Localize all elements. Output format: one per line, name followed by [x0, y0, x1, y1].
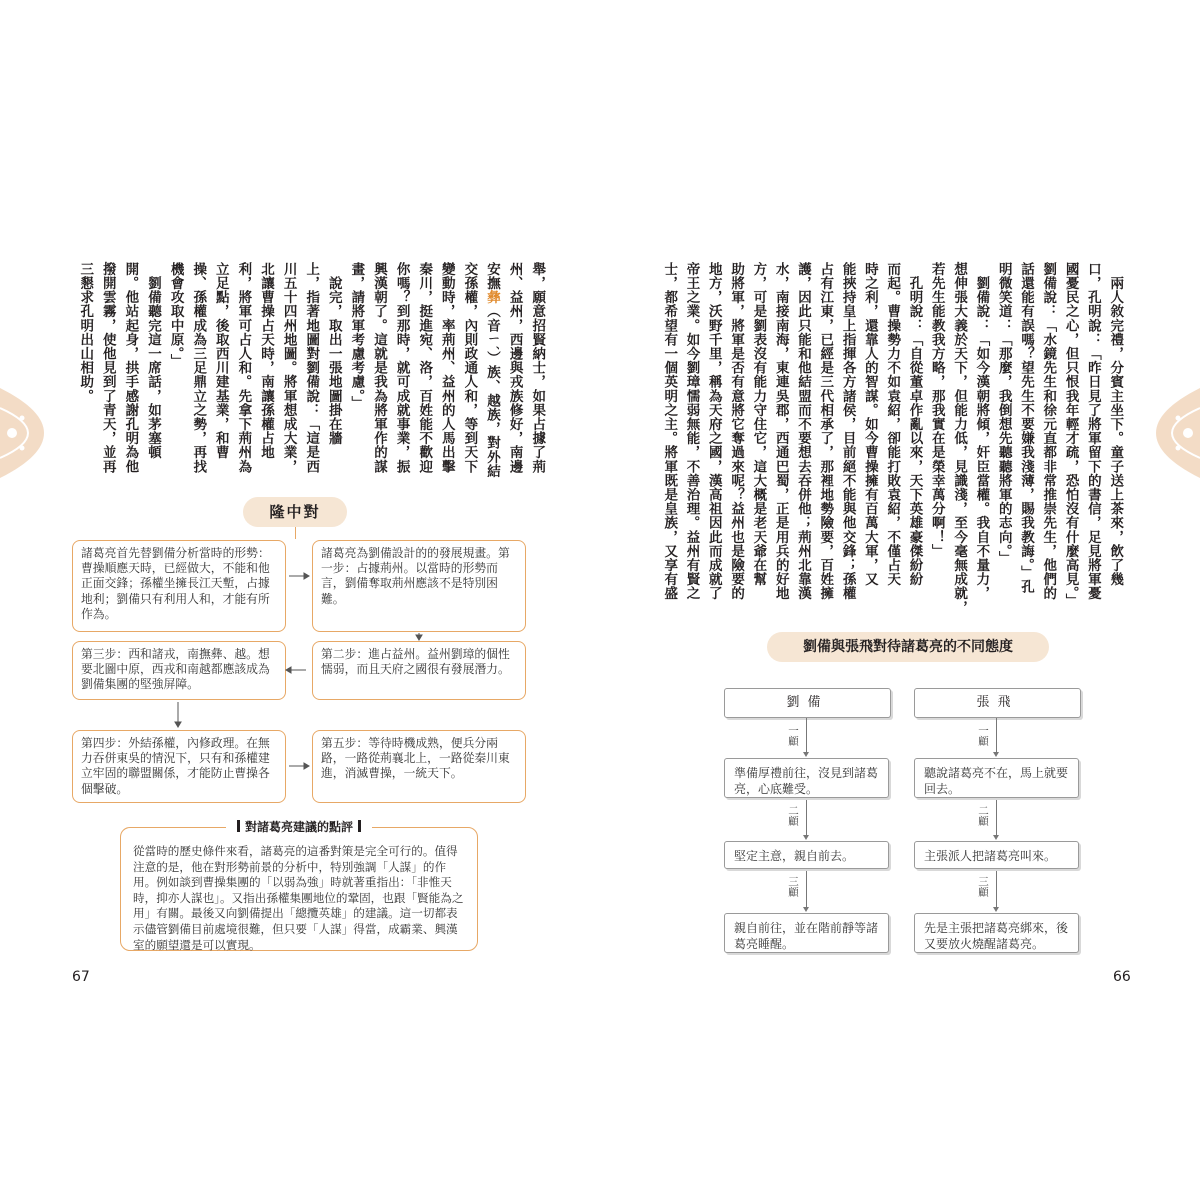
left-text-column: 安撫彝（音ㄧˊ）族、越族，對外結 — [484, 262, 500, 479]
left-text-column: 秦川，挺進宛、洛，百姓能不歡迎 — [416, 262, 433, 474]
left-text-column: 操、孫權成為三足鼎立之勢，再找 — [190, 262, 207, 474]
plan-step1-box: 諸葛亮為劉備設計的的發展規畫。第一步：占據荊州。以當時的形勢而言，劉備奪取荊州應該不是特別困難。 — [312, 540, 526, 632]
left-ornament-icon — [0, 388, 46, 478]
left-text-column: 三懇求孔明出山相助。 — [77, 262, 94, 403]
left-text-column: 機會攻取中原。」 — [167, 262, 184, 369]
right-page-number: 66 — [1113, 969, 1131, 985]
liu-bei-visit2-box: 堅定主意，親自前去。 — [724, 841, 889, 869]
right-text-column: 若先生能教我方略，那我實在是榮幸萬分啊！」 — [928, 262, 945, 559]
liu-bei-line-2 — [806, 800, 807, 838]
zhang-fei-header: 張飛 — [914, 688, 1081, 718]
liu-bei-visit3-box: 親自前往，並在階前靜等諸葛亮睡醒。 — [724, 913, 889, 953]
left-text-column: 舉，願意招賢納士，如果占據了荊 — [529, 262, 546, 474]
liu-bei-line-1 — [806, 718, 807, 754]
right-ornament-icon — [1154, 388, 1200, 478]
left-text-column: 說完，取出一張地圖掛在牆 — [325, 262, 342, 446]
right-text-column: 孔明說：「自從董卓作亂以來，天下英雄豪傑紛紛 — [906, 262, 923, 587]
liu-bei-header: 劉備 — [724, 688, 891, 718]
zhang-fei-visit3-box: 先是主張把諸葛亮綁來，後又要放火燒醒諸葛亮。 — [914, 913, 1079, 953]
zhang-fei-line-1 — [996, 718, 997, 754]
left-text-column: 交孫權，內則政通人和，等到天下 — [461, 262, 478, 474]
left-text-column: 立足點，後取西川建基業，和曹 — [212, 262, 229, 460]
right-text-column: 護，因此只能和他結盟而不要想去吞併他；荊州北靠漢 — [795, 262, 811, 601]
right-text-column: 水，南接南海，東連吳郡，西通巴蜀，正是用兵的好地 — [772, 262, 789, 601]
zhang-fei-visit1-label: 一顧 — [977, 725, 989, 746]
commentary-text: 從當時的歷史條件來看，諸葛亮的這番對策是完全可行的。值得注意的是，他在對形勢前景的分析中，特別強調「人謀」的作用。例如談到曹操集團的「以弱為強」時就著重指出：「非惟天時，抑亦人謀也」。又指出孫權集團地位的鞏固，也跟「賢能為之用」有關。最後又向劉備提出「總攬英雄」的建議。這一切都表示儘管劉備目前處境很難，但只要「人謀」得當，成霸業、興漢室的願望還是可以實現。 — [133, 844, 464, 952]
right-text-column: 能挾持皇上指揮各方諸侯，目前絕不能與他交鋒；孫權 — [839, 262, 856, 601]
zhang-fei-line-2 — [996, 800, 997, 838]
right-text-column: 士，都希望有一個英明之主。將軍既是皇族，又享有盛 — [661, 262, 678, 601]
right-text-column: 想伸張大義於天下，但能力低，見識淺，至今毫無成就， — [951, 262, 968, 615]
liu-bei-visit2-label: 二顧 — [787, 805, 799, 826]
left-text-column: 劉備聽完這一席話，如茅塞頓 — [145, 262, 161, 460]
left-text-column: 你嗎？到那時，就可成就事業，振 — [393, 262, 410, 474]
step2-box: 第二步：進占益州。益州劉璋的個性懦弱，而且天府之國很有發展潛力。 — [312, 641, 526, 700]
zhang-fei-line-3 — [996, 871, 997, 910]
longzhong-diagram-title: 隆中對 — [243, 497, 347, 527]
right-text-column: 國憂民之心，但只恨我年輕才疏，恐怕沒有什麼高見。」 — [1062, 262, 1079, 608]
right-text-column: 地方，沃野千里，稱為天府之國，漢高祖因此而成就了 — [705, 262, 722, 601]
commentary-title-text: 對諸葛亮建議的點評 — [244, 820, 353, 834]
right-text-column: 劉備說：「如今漢朝將傾，奸臣當權。我自不量力， — [973, 262, 990, 601]
right-text-column: 明微笑道：「那麼，我倒想先聽聽將軍的志向。」 — [995, 262, 1012, 566]
left-text-column: 興漢朝了。這就是我為將軍作的謀 — [371, 262, 387, 474]
zhang-fei-visit1-box: 聽說諸葛亮不在，馬上就要回去。 — [914, 758, 1079, 798]
left-text-column: 上，指著地圖對劉備說：「這是西 — [303, 262, 320, 474]
title-connector-line — [295, 527, 296, 539]
liu-bei-line-3 — [806, 871, 807, 910]
step4-box: 第四步：外結孫權，內修政理。在無力吞併東吳的情況下，只有和孫權建立牢固的聯盟關係，才能防止曹操各個擊破。 — [72, 730, 286, 803]
analysis-box: 諸葛亮首先替劉備分析當時的形勢：曹操順應天時，已經做大，不能和他正面交鋒；孫權坐擁長江天塹，占據地利；劉備只有利用人和，才能有所作為。 — [72, 540, 286, 632]
commentary-box — [120, 827, 478, 951]
right-text-column: 帝王之業。如今劉璋懦弱無能，不善治理。益州有賢之 — [683, 262, 700, 601]
commentary-title — [226, 818, 372, 836]
left-page-number: 67 — [72, 969, 90, 985]
liu-bei-visit1-box: 準備厚禮前往，沒見到諸葛亮，心底難受。 — [724, 758, 889, 798]
left-text-column: 利，將軍可占人和。先拿下荊州為 — [235, 262, 252, 474]
left-text-column: 畫，請將軍考慮考慮。」 — [348, 262, 365, 411]
left-text-column: 州、益州，西邊與戎族修好，南邊 — [506, 262, 523, 474]
attitude-diagram-title: 劉備與張飛對待諸葛亮的不同態度 — [767, 632, 1049, 662]
zhang-fei-visit2-box: 主張派人把諸葛亮叫來。 — [914, 841, 1079, 869]
step3-box: 第三步：西和諸戎，南撫彝、越。想要北圖中原，西戎和南越都應該成為劉備集團的堅強屏障。 — [72, 641, 286, 700]
right-text-column: 占有江東，已經是三代相承了，那裡地勢險要，百姓擁 — [817, 262, 834, 601]
right-text-column: 時之利，還靠人的智謀。如今曹操擁有百萬大軍，又 — [861, 262, 878, 587]
left-text-column: 變動時，率荊州、益州的人馬出擊 — [438, 262, 455, 474]
left-text-column: 川五十四州地圖。將軍想成大業， — [280, 262, 297, 474]
step5-box: 第五步：等待時機成熟，便兵分兩路，一路從荊襄北上，一路從秦川東進，消滅曹操，一統天下。 — [312, 730, 526, 803]
liu-bei-visit3-label: 三顧 — [787, 876, 799, 897]
left-text-column: 撥開雲霧，使他見到了青天，並再 — [99, 262, 116, 474]
right-text-column: 口，孔明說：「昨日見了將軍留下的書信，足見將軍憂 — [1084, 262, 1101, 601]
left-text-column: 北讓曹操占天時，南讓孫權占地 — [258, 262, 274, 460]
highlighted-character: 彝 — [484, 290, 500, 305]
zhang-fei-visit2-label: 二顧 — [977, 805, 989, 826]
left-text-column: 開。他站起身，拱手感謝孔明為他 — [122, 262, 139, 474]
right-text-column: 話還能有誤嗎？望先生不要嫌我淺薄，賜我教誨。」孔 — [1018, 262, 1034, 594]
right-text-column: 劉備說：「水鏡先生和徐元直都非常推崇先生，他們的 — [1040, 262, 1057, 601]
zhang-fei-visit3-label: 三顧 — [977, 876, 989, 897]
liu-bei-visit1-label: 一顧 — [787, 725, 799, 746]
right-text-column: 而起。曹操勢力不如袁紹，卻能打敗袁紹，不僅占天 — [884, 262, 901, 587]
right-text-column: 方，可是劉表沒有能力守住它，這大概是老天爺在幫 — [750, 262, 767, 587]
right-text-column: 助將軍，將軍是否有意將它奪過來呢？益州也是險要的 — [728, 262, 745, 601]
right-text-column: 兩人敘完禮，分賓主坐下。童子送上茶來，飲了幾 — [1107, 262, 1124, 587]
